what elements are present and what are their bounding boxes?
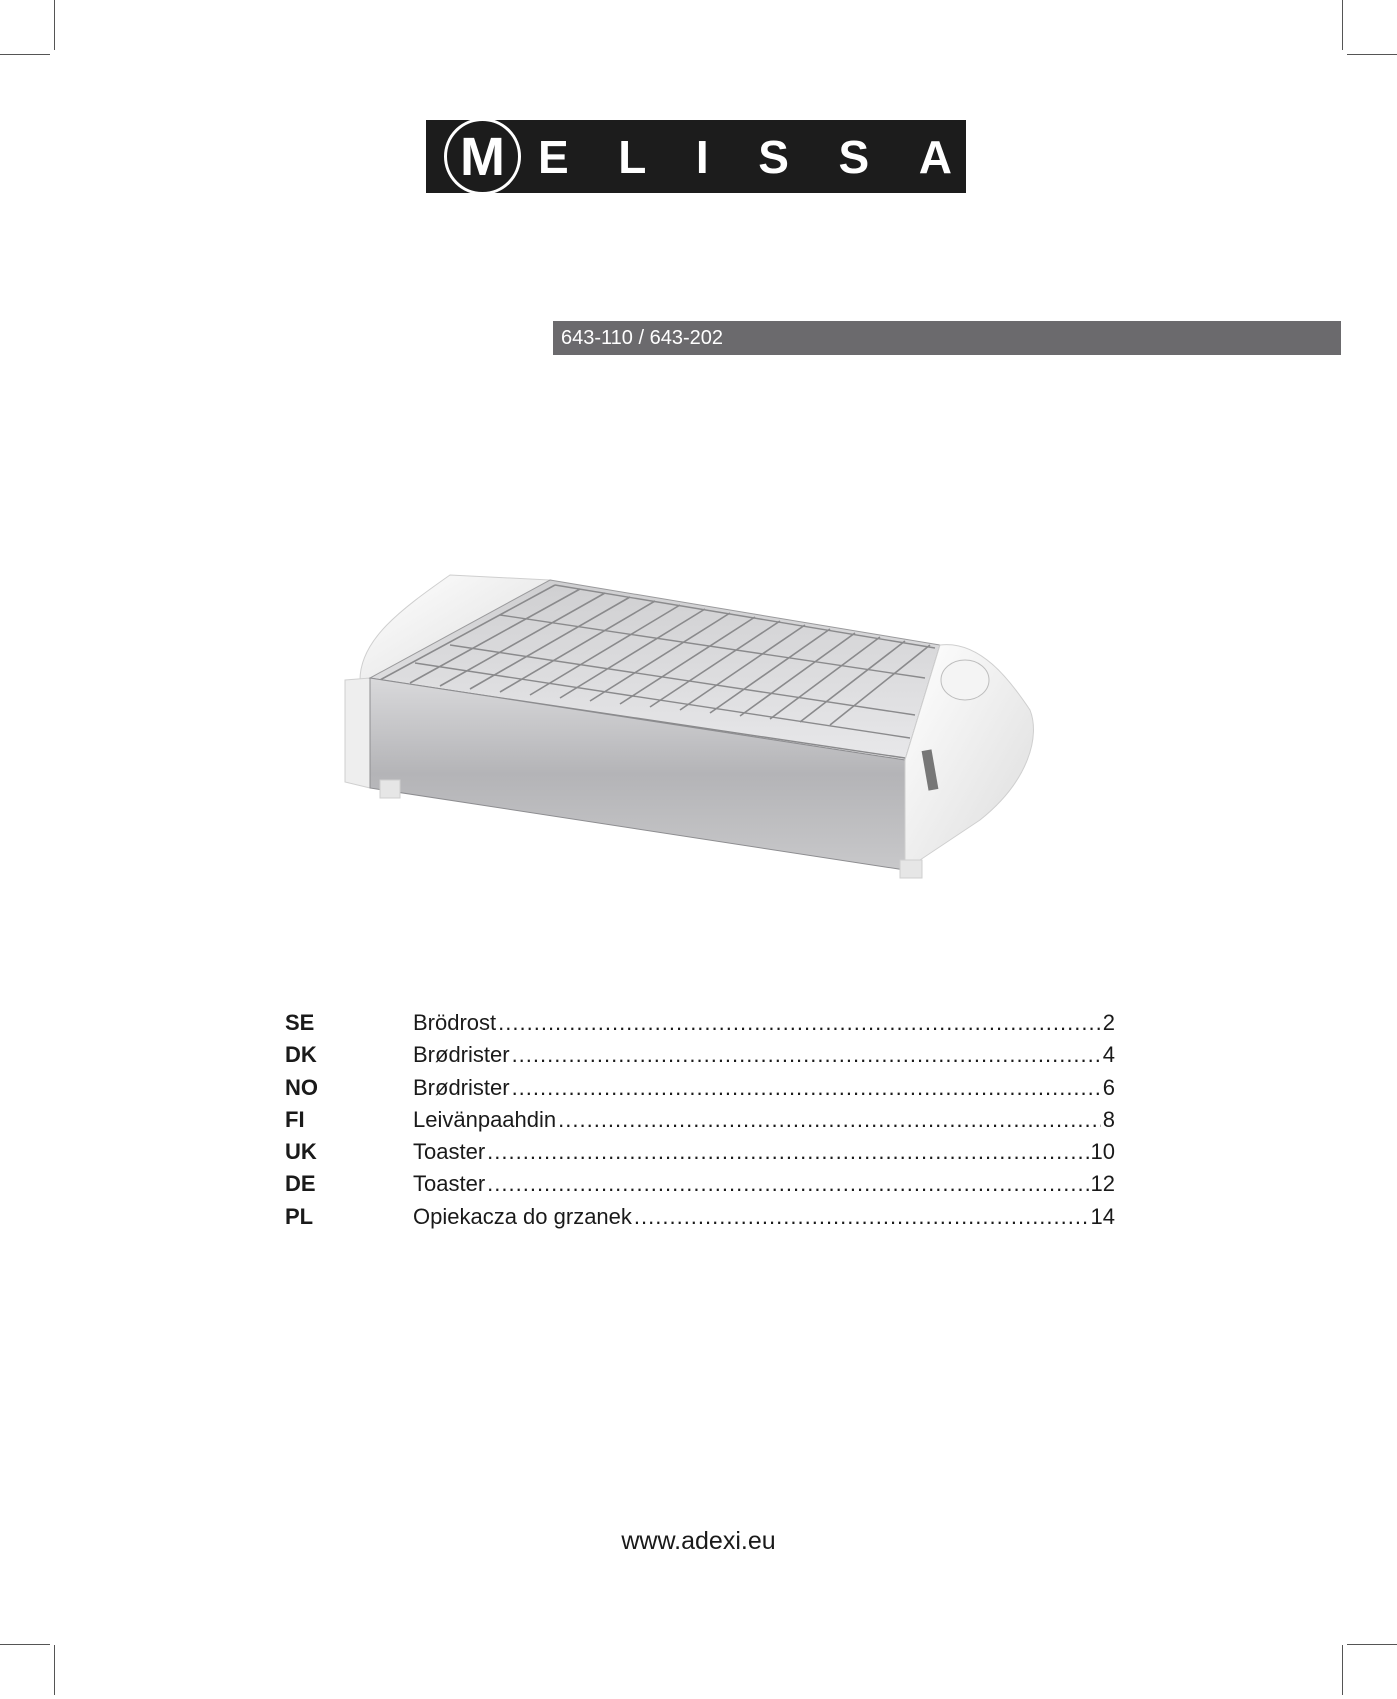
brand-letter: S bbox=[758, 130, 789, 183]
dot-leader bbox=[634, 1201, 1089, 1233]
crop-mark bbox=[1347, 54, 1397, 55]
list-item bbox=[285, 1168, 1115, 1200]
dot-leader bbox=[558, 1104, 1101, 1136]
language-code: SE bbox=[285, 1010, 315, 1035]
page-number: 8 bbox=[1102, 1106, 1115, 1132]
brand-letter: A bbox=[918, 130, 952, 183]
crop-mark bbox=[54, 0, 55, 50]
page-number: 14 bbox=[1090, 1203, 1115, 1229]
footer-website-link[interactable]: www.adexi.eu bbox=[621, 1527, 776, 1555]
brand-letter: E bbox=[538, 130, 569, 183]
section-title: Leivänpaahdin bbox=[413, 1106, 557, 1132]
language-code: UK bbox=[285, 1139, 317, 1165]
section-title: Brødrister bbox=[413, 1074, 510, 1100]
crop-mark bbox=[1342, 1645, 1343, 1695]
crop-mark bbox=[1342, 0, 1343, 50]
dot-leader bbox=[512, 1072, 1101, 1104]
language-code: DK bbox=[285, 1042, 317, 1068]
dot-leader bbox=[498, 1007, 1101, 1039]
list-item bbox=[285, 1007, 1115, 1039]
brand-logo-letters bbox=[538, 120, 952, 193]
section-title: Brødrister bbox=[413, 1042, 510, 1068]
language-code: NO bbox=[285, 1074, 318, 1100]
brand-letter: I bbox=[695, 130, 709, 183]
section-title: Brödrost bbox=[413, 1010, 497, 1035]
brand-logo-initial: M bbox=[444, 118, 521, 195]
dot-leader bbox=[512, 1039, 1101, 1071]
brand-logo bbox=[426, 120, 966, 193]
language-code: PL bbox=[285, 1203, 314, 1229]
list-item bbox=[285, 1104, 1115, 1136]
language-contents-list bbox=[285, 1007, 1115, 1233]
language-code: DE bbox=[285, 1171, 316, 1197]
page-number: 6 bbox=[1102, 1074, 1115, 1100]
page-number: 2 bbox=[1102, 1010, 1115, 1035]
crop-mark bbox=[0, 1644, 50, 1645]
page-number: 12 bbox=[1090, 1171, 1115, 1197]
model-number-bar: 643-110 / 643-202 bbox=[553, 321, 1341, 355]
dot-leader bbox=[487, 1136, 1088, 1168]
brand-letter: L bbox=[618, 130, 647, 183]
page-number: 4 bbox=[1102, 1042, 1115, 1068]
list-item bbox=[285, 1072, 1115, 1104]
page-number: 10 bbox=[1090, 1139, 1115, 1165]
crop-mark bbox=[0, 54, 50, 55]
language-code: FI bbox=[285, 1106, 305, 1132]
list-item bbox=[285, 1201, 1115, 1233]
crop-mark bbox=[1347, 1644, 1397, 1645]
list-item bbox=[285, 1136, 1115, 1168]
crop-mark bbox=[54, 1645, 55, 1695]
toaster-product-image bbox=[340, 560, 1060, 910]
dot-leader bbox=[487, 1168, 1088, 1200]
section-title: Toaster bbox=[413, 1171, 486, 1197]
section-title: Toaster bbox=[413, 1139, 486, 1165]
brand-letter: S bbox=[838, 130, 870, 183]
section-title: Opiekacza do grzanek bbox=[413, 1203, 632, 1229]
list-item bbox=[285, 1039, 1115, 1071]
